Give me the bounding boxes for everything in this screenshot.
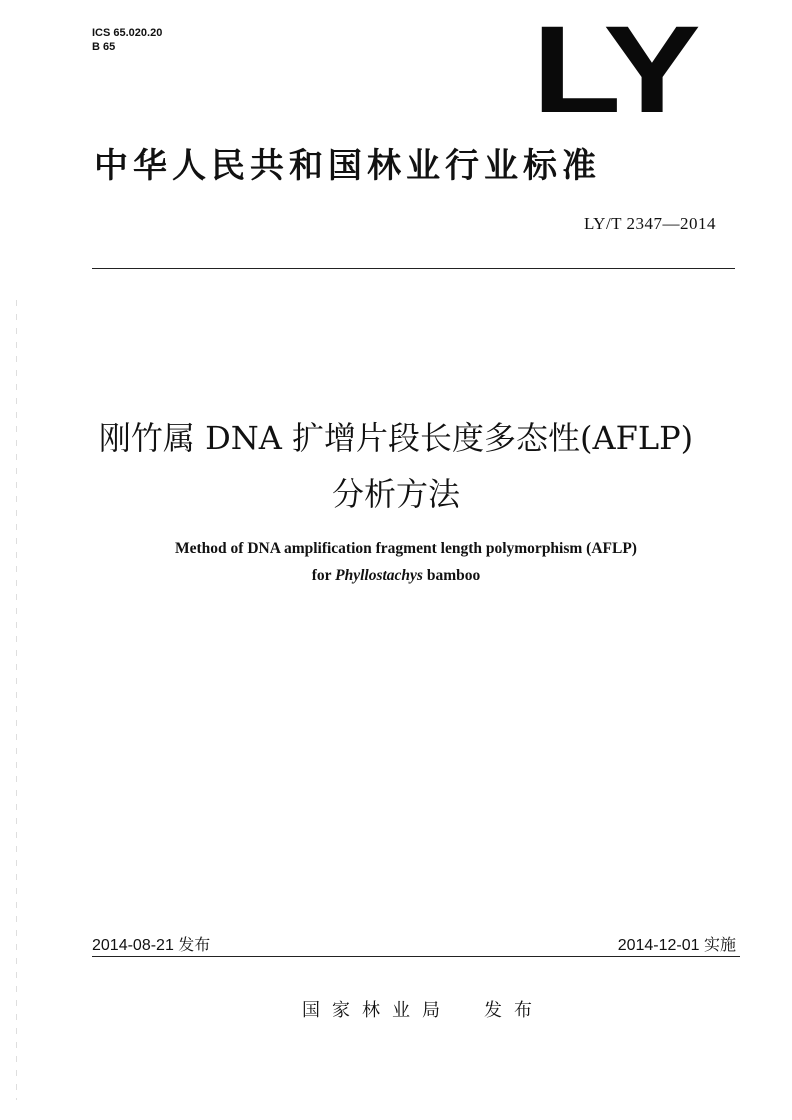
bottom-divider [92, 956, 740, 957]
top-divider [92, 268, 735, 269]
publisher-name: 国家林业局 [302, 1000, 452, 1021]
ly-logo: LY [532, 1, 697, 139]
issue-date: 2014-08-21 发布 [92, 937, 211, 954]
english-title-suffix: bamboo [422, 567, 481, 584]
english-title-genus: Phyllostachys [335, 567, 423, 584]
english-title-line-2 [0, 565, 792, 587]
english-title-prefix: for [311, 567, 336, 584]
classification-codes [92, 26, 162, 54]
publish-label: 发布 [484, 1000, 544, 1021]
ccs-code: B 65 [92, 41, 116, 53]
implementation-date: 2014-12-01 实施 [617, 937, 736, 954]
english-title-line-1: Method of DNA amplification fragment length polymorphism (AFLP) [175, 540, 637, 557]
ics-code: ICS 65.020.20 [92, 27, 163, 39]
chinese-title-line-1: 刚竹属 DNA 扩增片段长度多态性(AFLP) [98, 419, 694, 457]
standard-number: LY/T 2347—2014 [583, 214, 716, 233]
chinese-title-line-2: 分析方法 [331, 475, 460, 513]
standard-category-title: 中华人民共和国林业行业标准 [94, 146, 601, 186]
